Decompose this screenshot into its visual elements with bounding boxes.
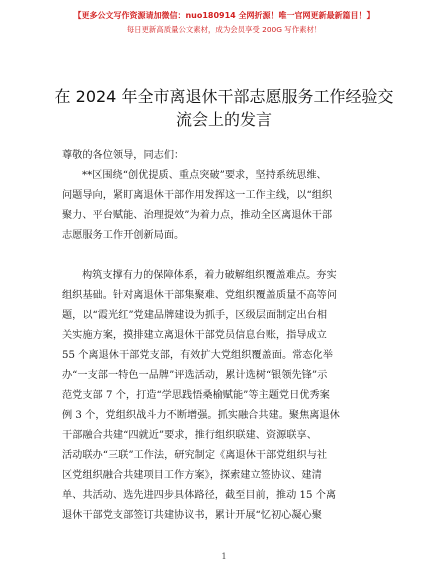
paragraph-gap [62, 246, 392, 266]
body-line: 关实施方案，摸排建立离退休干部党员信息台账，指导成立 [62, 330, 327, 341]
promo-banner-line-1: 【更多公文写作资源请加微信：nuo180914 全网折源！唯一官网更新最新篇目！】 [73, 11, 375, 20]
body-line: 退休干部党支部签订共建协议书，累计开展“忆初心凝心聚 [62, 510, 322, 521]
body-line: 志愿服务工作开创新局面。 [62, 230, 185, 241]
body-line: 活动联办“三联”工作法，研究制定《离退休干部党组织与社 [62, 450, 328, 461]
body-line: **区围绕“创优提质、重点突破”要求，坚持系统思维、 [82, 170, 327, 181]
document-title [40, 85, 408, 131]
document-title-line-1: 在 2024 年全市离退休干部志愿服务工作经验交 [54, 87, 394, 106]
body-line: 尊敬的各位领导，同志们： [62, 150, 185, 161]
promo-banner-line-2: 每日更新高质量公文素材，成为会员享受 200G 写作素材！ [126, 25, 322, 34]
body-line: 构筑支撑有力的保障体系，着力破解组织覆盖难点。夯实 [82, 270, 337, 281]
body-line: 办“一支部一特色一品牌”评选活动，累计选树“银领先锋”示 [62, 370, 328, 381]
body-line: 题，以“霞光红”党建品牌建设为抓手，区级层面制定出台相 [62, 310, 328, 321]
body-line: 聚力、平台赋能、治理提效”为着力点，推动全区离退休干部 [62, 210, 333, 221]
page-number: 1 [221, 552, 227, 561]
body-line: 55 个离退休干部党支部，有效扩大党组织覆盖面。常态化举 [62, 350, 333, 361]
body-line: 组织基础。针对离退休干部集聚难、党组织覆盖质量不高等问 [62, 290, 338, 301]
document-title-line-2: 流会上的发言 [175, 110, 272, 129]
body-line: 问题导向，紧盯离退休干部作用发挥这一工作主线，以“组织 [62, 190, 333, 201]
body-line: 单、共活动、选先进四步具体路径，截至目前，推动 15 个离 [62, 490, 337, 501]
body-line: 区党组织融合共建项目工作方案》，探索建立签协议、建清 [62, 470, 322, 481]
body-line: 干部融合共建“四就近”要求，推行组织联建、资源联享、 [62, 430, 317, 441]
body-line: 例 3 个，党组织战斗力不断增强。抓实融合共建。聚焦离退休 [62, 410, 340, 421]
document-body [62, 146, 392, 526]
body-line: 范党支部 7 个，打造“学思践悟桑榆赋能”等主题党日优秀案 [62, 390, 330, 401]
